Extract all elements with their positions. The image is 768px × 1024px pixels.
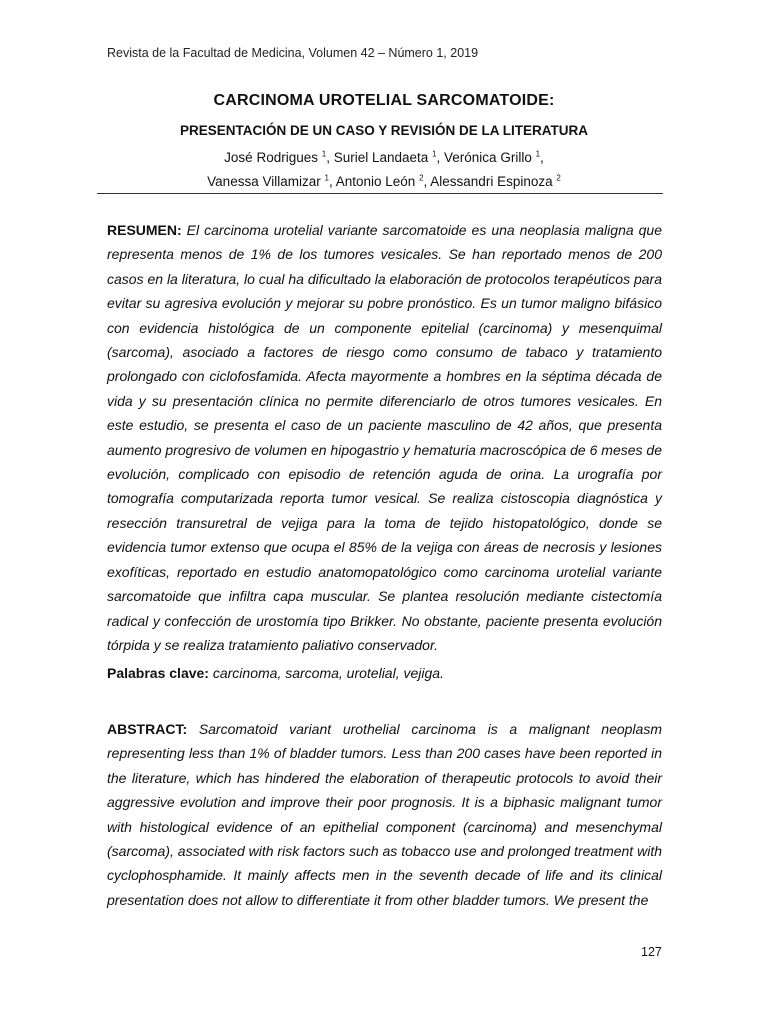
article-subtitle: PRESENTACIÓN DE UN CASO Y REVISIÓN DE LA LITERATURA (179, 123, 589, 138)
author-separator: , (328, 174, 336, 189)
author-affiliation-marker: 2 (419, 173, 424, 183)
abstract-label: ABSTRACT: (107, 721, 188, 737)
author-separator: , (326, 150, 334, 165)
author-list-line-2 (0, 174, 768, 189)
author-name: Vanessa Villamizar (207, 174, 321, 189)
resumen-section (107, 218, 662, 657)
author-name: José Rodrigues (224, 150, 318, 165)
title-divider (97, 193, 663, 194)
journal-header: Revista de la Facultad de Medicina, Volumen 42 – Número 1, 2019 (107, 46, 479, 60)
author-separator: , (436, 150, 445, 165)
author-separator: , (423, 174, 431, 189)
page-number: 127 (641, 945, 662, 959)
author-name: Suriel Landaeta (333, 150, 429, 165)
author-list-line-1 (0, 150, 768, 165)
resumen-label: RESUMEN: (107, 222, 182, 238)
article-title: CARCINOMA UROTELIAL SARCOMATOIDE: (213, 92, 555, 109)
author-name: Alessandri Espinoza (430, 174, 553, 189)
author-affiliation-marker: 1 (321, 149, 327, 159)
author-affiliation-marker: 1 (535, 149, 541, 159)
author-separator: , (540, 150, 544, 165)
keywords-section (107, 661, 662, 685)
keywords-label: Palabras clave: (107, 665, 209, 681)
author-affiliation-marker: 1 (324, 173, 329, 183)
author-name: Antonio León (335, 174, 416, 189)
author-name: Verónica Grillo (444, 150, 532, 165)
author-affiliation-marker: 1 (432, 149, 437, 159)
keywords-text: carcinoma, sarcoma, urotelial, vejiga. (212, 665, 444, 681)
abstract-section (107, 717, 662, 912)
resumen-text: El carcinoma urotelial variante sarcomatoide es una neoplasia maligna que representa menos de 1% de los tumores vesicales. Se han reportado menos de 200 casos en la literatura, lo cual ha dificultado la elaboración de protocolos terapéuticos para evitar su agresiva evolución y mejorar su pobre pronóstico. Es un tumor maligno bifásico con evidencia histológica de un componente epitelial (carcinoma) y mesenquimal (sarcoma), asociado a factores de riesgo como consumo de tabaco y tratamiento prolongado con ciclofosfamida. Afecta mayormente a hombres en la séptima década de vida y su presentación clínica no permite diferenciarlo de otros tumores vesicales. En este estudio, se presenta el caso de un paciente masculino de 42 años, que presenta aumento progresivo de volumen en hipogastrio y hematuria macroscópica de 6 meses de evolución, complicado con episodio de retención aguda de orina. La urografía por tomografía computarizada reporta tumor vesical. Se realiza cistoscopia diagnóstica y resección transuretral de vejiga para la toma de tejido histopatológico, donde se evidencia tumor extenso que ocupa el 85% de la vejiga con áreas de necrosis y lesiones exofíticas, reportado en estudio anatomopatológico como carcinoma urotelial variante sarcomatoide que infiltra capa muscular. Se plantea resolución mediante cistectomía radical y confección de urostomía tipo Brikker. No obstante, paciente presenta evolución tórpida y se realiza tratamiento paliativo conservador. (107, 222, 662, 653)
abstract-text: Sarcomatoid variant urothelial carcinoma is a malignant neoplasm representing less than 1% of bladder tumors. Less than 200 cases have been reported in the literature, which has hindered the elaboration of therapeutic protocols to avoid their aggressive evolution and improve their poor prognosis. It is a biphasic malignant tumor with histological evidence of an epithelial component (carcinoma) and mesenchymal (sarcoma), associated with risk factors such as tobacco use and prolonged treatment with cyclophosphamide. It mainly affects men in the seventh decade of life and its clinical presentation does not allow to differentiate it from other bladder tumors. We present the (107, 721, 662, 908)
author-affiliation-marker: 2 (556, 173, 561, 183)
